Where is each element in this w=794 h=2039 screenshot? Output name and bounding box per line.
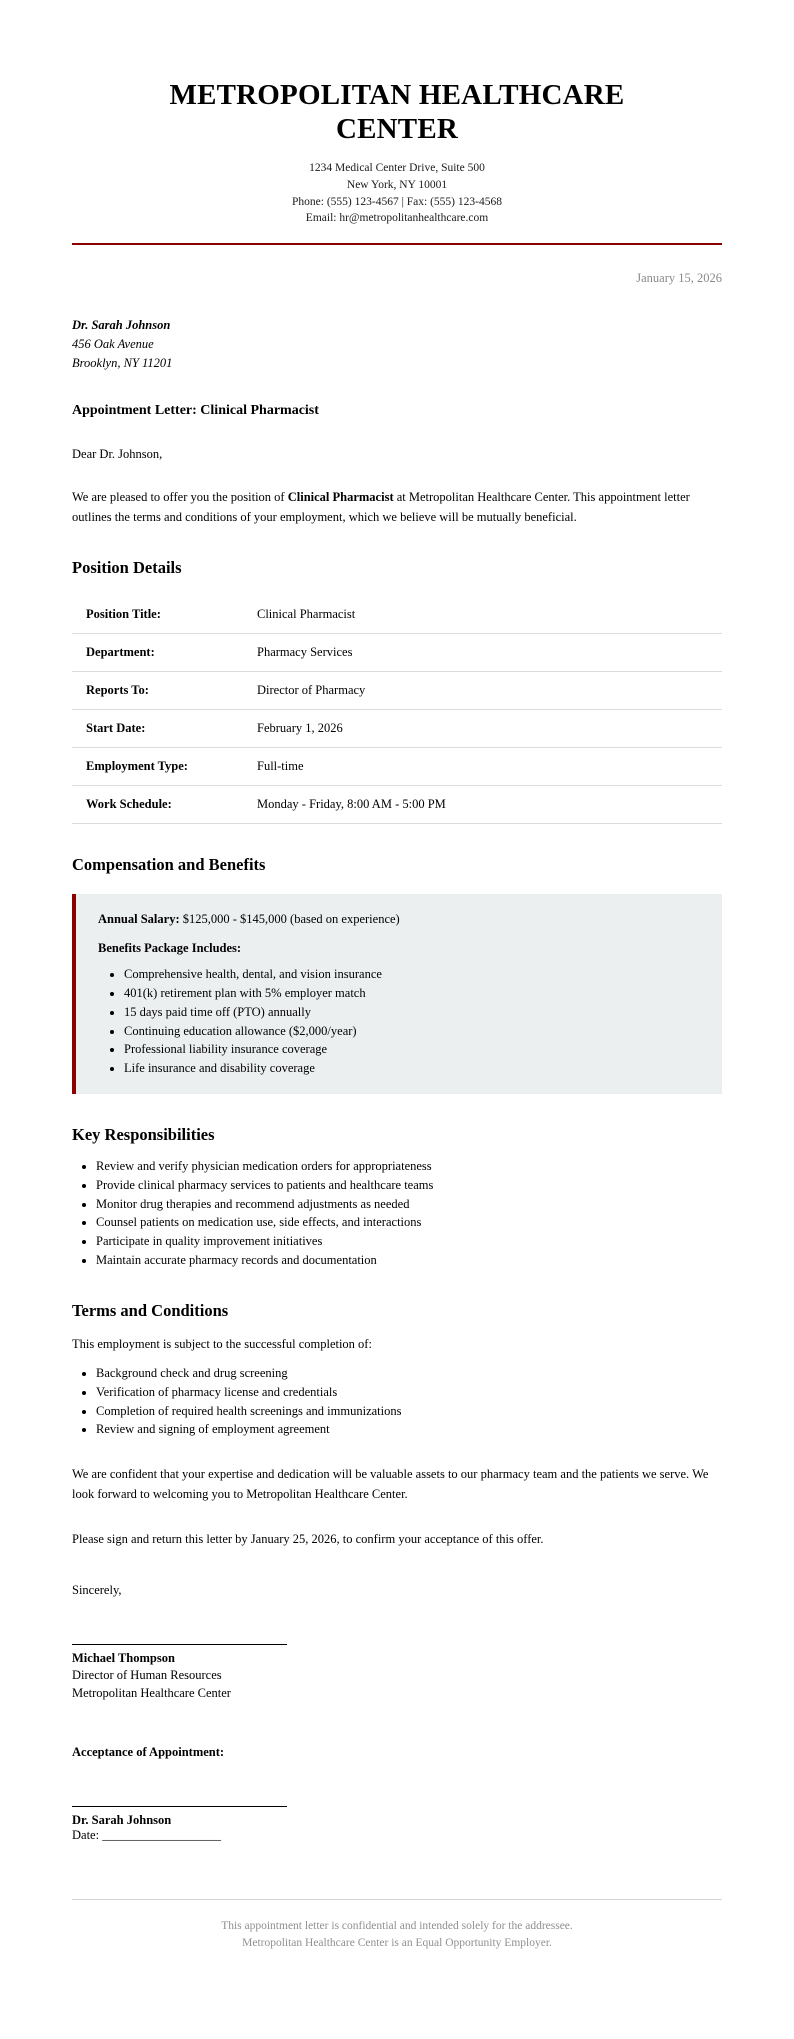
sender-signature-block bbox=[72, 1644, 722, 1702]
list-item: • Verification of pharmacy license and credentials bbox=[96, 1383, 722, 1402]
recipient-street: 456 Oak Avenue bbox=[72, 337, 154, 352]
table-row bbox=[72, 748, 722, 786]
phone-fax-line: Phone: (555) 123-4567 | Fax: (555) 123-4568 bbox=[292, 195, 502, 208]
recipient-address-block bbox=[72, 316, 722, 373]
list-item: • Background check and drug screening bbox=[96, 1364, 722, 1383]
section-title-responsibilities: Key Responsibilities bbox=[72, 1124, 215, 1144]
detail-label: Work Schedule: bbox=[72, 786, 257, 824]
table-row bbox=[72, 596, 722, 634]
list-item: • Completion of required health screenings and immunizations bbox=[96, 1402, 722, 1421]
detail-value: Pharmacy Services bbox=[257, 634, 722, 672]
table-row bbox=[72, 710, 722, 748]
sign-off: Sincerely, bbox=[72, 1583, 122, 1598]
list-item: • Review and signing of employment agreement bbox=[96, 1420, 722, 1439]
table-row bbox=[72, 672, 722, 710]
list-item: • 15 days paid time off (PTO) annually bbox=[124, 1003, 702, 1022]
footer-divider bbox=[72, 1899, 722, 1900]
list-item: • Monitor drug therapies and recommend adjustments as needed bbox=[96, 1195, 722, 1214]
recipient-name: Dr. Sarah Johnson bbox=[72, 318, 171, 333]
detail-value: Full-time bbox=[257, 748, 722, 786]
organization-name: METROPOLITAN HEALTHCARE CENTER bbox=[169, 79, 625, 146]
intro-prefix: We are pleased to offer you the position of bbox=[72, 490, 288, 505]
list-item: • Counsel patients on medication use, side effects, and interactions bbox=[96, 1213, 722, 1232]
acceptor-name: Dr. Sarah Johnson bbox=[72, 1812, 172, 1827]
footer-eeo-note: Metropolitan Healthcare Center is an Equal Opportunity Employer. bbox=[242, 1936, 552, 1949]
section-title-compensation: Compensation and Benefits bbox=[72, 855, 266, 875]
detail-value: Director of Pharmacy bbox=[257, 672, 722, 710]
compensation-highlight-box bbox=[72, 894, 722, 1094]
annual-salary-label: Annual Salary: bbox=[98, 911, 180, 926]
benefits-list bbox=[98, 965, 702, 1078]
list-item: • Continuing education allowance ($2,000/year) bbox=[124, 1022, 702, 1041]
position-details-table bbox=[72, 596, 722, 824]
list-item: • Life insurance and disability coverage bbox=[124, 1059, 702, 1078]
acceptor-signature-line[interactable] bbox=[72, 1806, 287, 1807]
page-footer bbox=[72, 1918, 722, 1953]
detail-value: Clinical Pharmacist bbox=[257, 596, 722, 634]
sender-organization: Metropolitan Healthcare Center bbox=[72, 1686, 231, 1701]
sender-signature-line[interactable] bbox=[72, 1644, 287, 1645]
benefits-package-label bbox=[98, 939, 702, 958]
terms-intro: This employment is subject to the successful completion of: bbox=[72, 1337, 372, 1352]
footer-confidentiality-note: This appointment letter is confidential and intended solely for the addressee. bbox=[221, 1919, 573, 1932]
detail-label: Employment Type: bbox=[72, 748, 257, 786]
list-item: • 401(k) retirement plan with 5% employer match bbox=[124, 984, 702, 1003]
letterhead bbox=[72, 78, 722, 227]
acceptance-signature-block bbox=[72, 1806, 722, 1843]
intro-suffix: at Metropolitan Healthcare Center. This appointment letter outlines the terms and conditions of your employment, which we believe will be mutually beneficial. bbox=[72, 490, 690, 524]
list-item: • Comprehensive health, dental, and vision insurance bbox=[124, 965, 702, 984]
list-item: • Review and verify physician medication orders for appropriateness bbox=[96, 1157, 722, 1176]
recipient-city-state-zip: Brooklyn, NY 11201 bbox=[72, 356, 173, 371]
benefits-label-text: Benefits Package Includes: bbox=[98, 940, 242, 955]
terms-list bbox=[72, 1364, 722, 1439]
list-item: • Provide clinical pharmacy services to patients and healthcare teams bbox=[96, 1176, 722, 1195]
letter-date: January 15, 2026 bbox=[636, 271, 722, 286]
table-row bbox=[72, 786, 722, 824]
email-line: Email: hr@metropolitanhealthcare.com bbox=[305, 212, 489, 225]
acceptance-date-field[interactable]: Date: ___________________ bbox=[72, 1827, 221, 1842]
list-item: • Professional liability insurance coverage bbox=[124, 1040, 702, 1059]
detail-value: February 1, 2026 bbox=[257, 710, 722, 748]
address-line-2: New York, NY 10001 bbox=[346, 179, 448, 192]
detail-label: Department: bbox=[72, 634, 257, 672]
table-row bbox=[72, 634, 722, 672]
sender-name: Michael Thompson bbox=[72, 1651, 175, 1666]
signature-request-paragraph: Please sign and return this letter by January 25, 2026, to confirm your acceptance of this offer. bbox=[72, 1531, 544, 1546]
organization-contact-block bbox=[72, 160, 722, 227]
closing-paragraph: We are confident that your expertise and dedication will be valuable assets to our pharmacy team and the patients we serve. We look forward to welcoming you to Metropolitan Healthcare Center. bbox=[72, 1467, 709, 1501]
sender-title: Director of Human Resources bbox=[72, 1668, 222, 1683]
section-title-position-details: Position Details bbox=[72, 557, 182, 577]
section-title-terms: Terms and Conditions bbox=[72, 1300, 229, 1320]
annual-salary-value: $125,000 - $145,000 (based on experience) bbox=[179, 911, 400, 926]
detail-label: Reports To: bbox=[72, 672, 257, 710]
acceptance-heading: Acceptance of Appointment: bbox=[72, 1744, 225, 1759]
detail-label: Start Date: bbox=[72, 710, 257, 748]
responsibilities-list bbox=[72, 1157, 722, 1270]
salutation: Dear Dr. Johnson, bbox=[72, 447, 163, 462]
intro-position-highlight: Clinical Pharmacist bbox=[287, 490, 394, 505]
letterhead-accent-divider bbox=[72, 243, 722, 245]
letter-subject: Appointment Letter: Clinical Pharmacist bbox=[72, 403, 319, 419]
intro-paragraph bbox=[72, 488, 722, 527]
detail-value: Monday - Friday, 8:00 AM - 5:00 PM bbox=[257, 786, 722, 824]
list-item: • Participate in quality improvement initiatives bbox=[96, 1232, 722, 1251]
annual-salary-line bbox=[98, 910, 702, 929]
detail-label: Position Title: bbox=[72, 596, 257, 634]
list-item: • Maintain accurate pharmacy records and documentation bbox=[96, 1251, 722, 1270]
address-line-1: 1234 Medical Center Drive, Suite 500 bbox=[309, 162, 485, 175]
